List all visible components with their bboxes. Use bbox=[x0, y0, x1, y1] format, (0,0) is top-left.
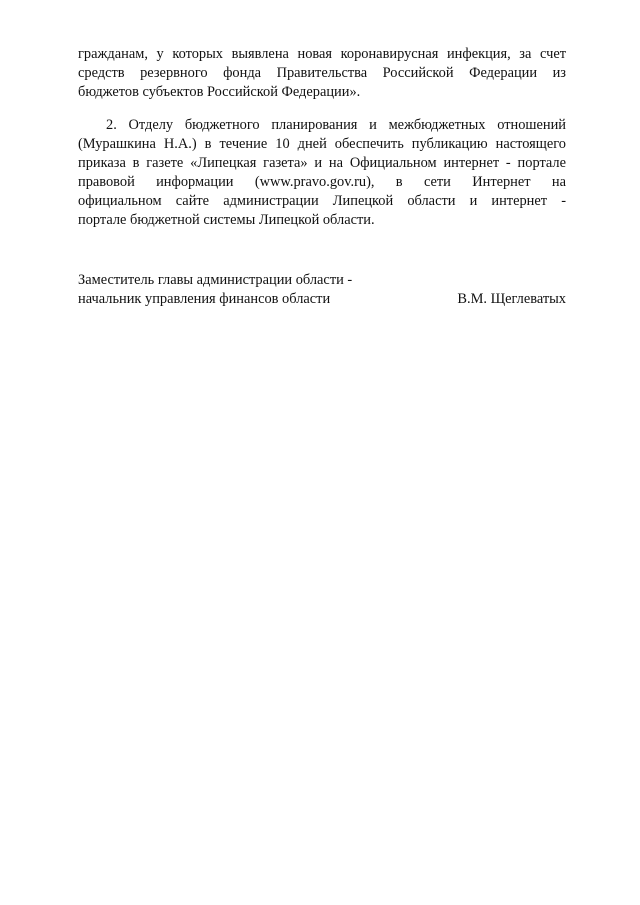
paragraph-line: гражданам, у которых выявлена новая коронавирусная инфекция, за счет bbox=[78, 46, 566, 62]
paragraph-line: средств резервного фонда Правительства Российской Федерации из bbox=[78, 65, 566, 81]
signatory-name: В.М. Щеглеватых bbox=[457, 291, 566, 307]
signatory-position-line-1: Заместитель главы администрации области - bbox=[78, 272, 353, 288]
signature-block bbox=[78, 271, 566, 309]
signature-row bbox=[78, 290, 566, 309]
paragraph-line: 2. Отделу бюджетного планирования и межбюджетных отношений bbox=[106, 117, 566, 133]
paragraph-line: бюджетов субъектов Российской Федерации». bbox=[78, 84, 361, 100]
signatory-position-line-2: начальник управления финансов области bbox=[78, 291, 331, 307]
paragraph-line: (Мурашкина Н.А.) в течение 10 дней обеспечить публикацию настоящего bbox=[78, 136, 566, 152]
paragraph-line: правовой информации (www.pravo.gov.ru), в сети Интернет на bbox=[78, 174, 566, 190]
paragraph-line: приказа в газете «Липецкая газета» и на Официальном интернет - портале bbox=[78, 155, 566, 171]
paragraph-2 bbox=[78, 116, 566, 230]
paragraph-line: официальном сайте администрации Липецкой области и интернет - bbox=[78, 193, 566, 209]
paragraph-line: портале бюджетной системы Липецкой области. bbox=[78, 212, 375, 228]
paragraph-continuation bbox=[78, 45, 566, 102]
